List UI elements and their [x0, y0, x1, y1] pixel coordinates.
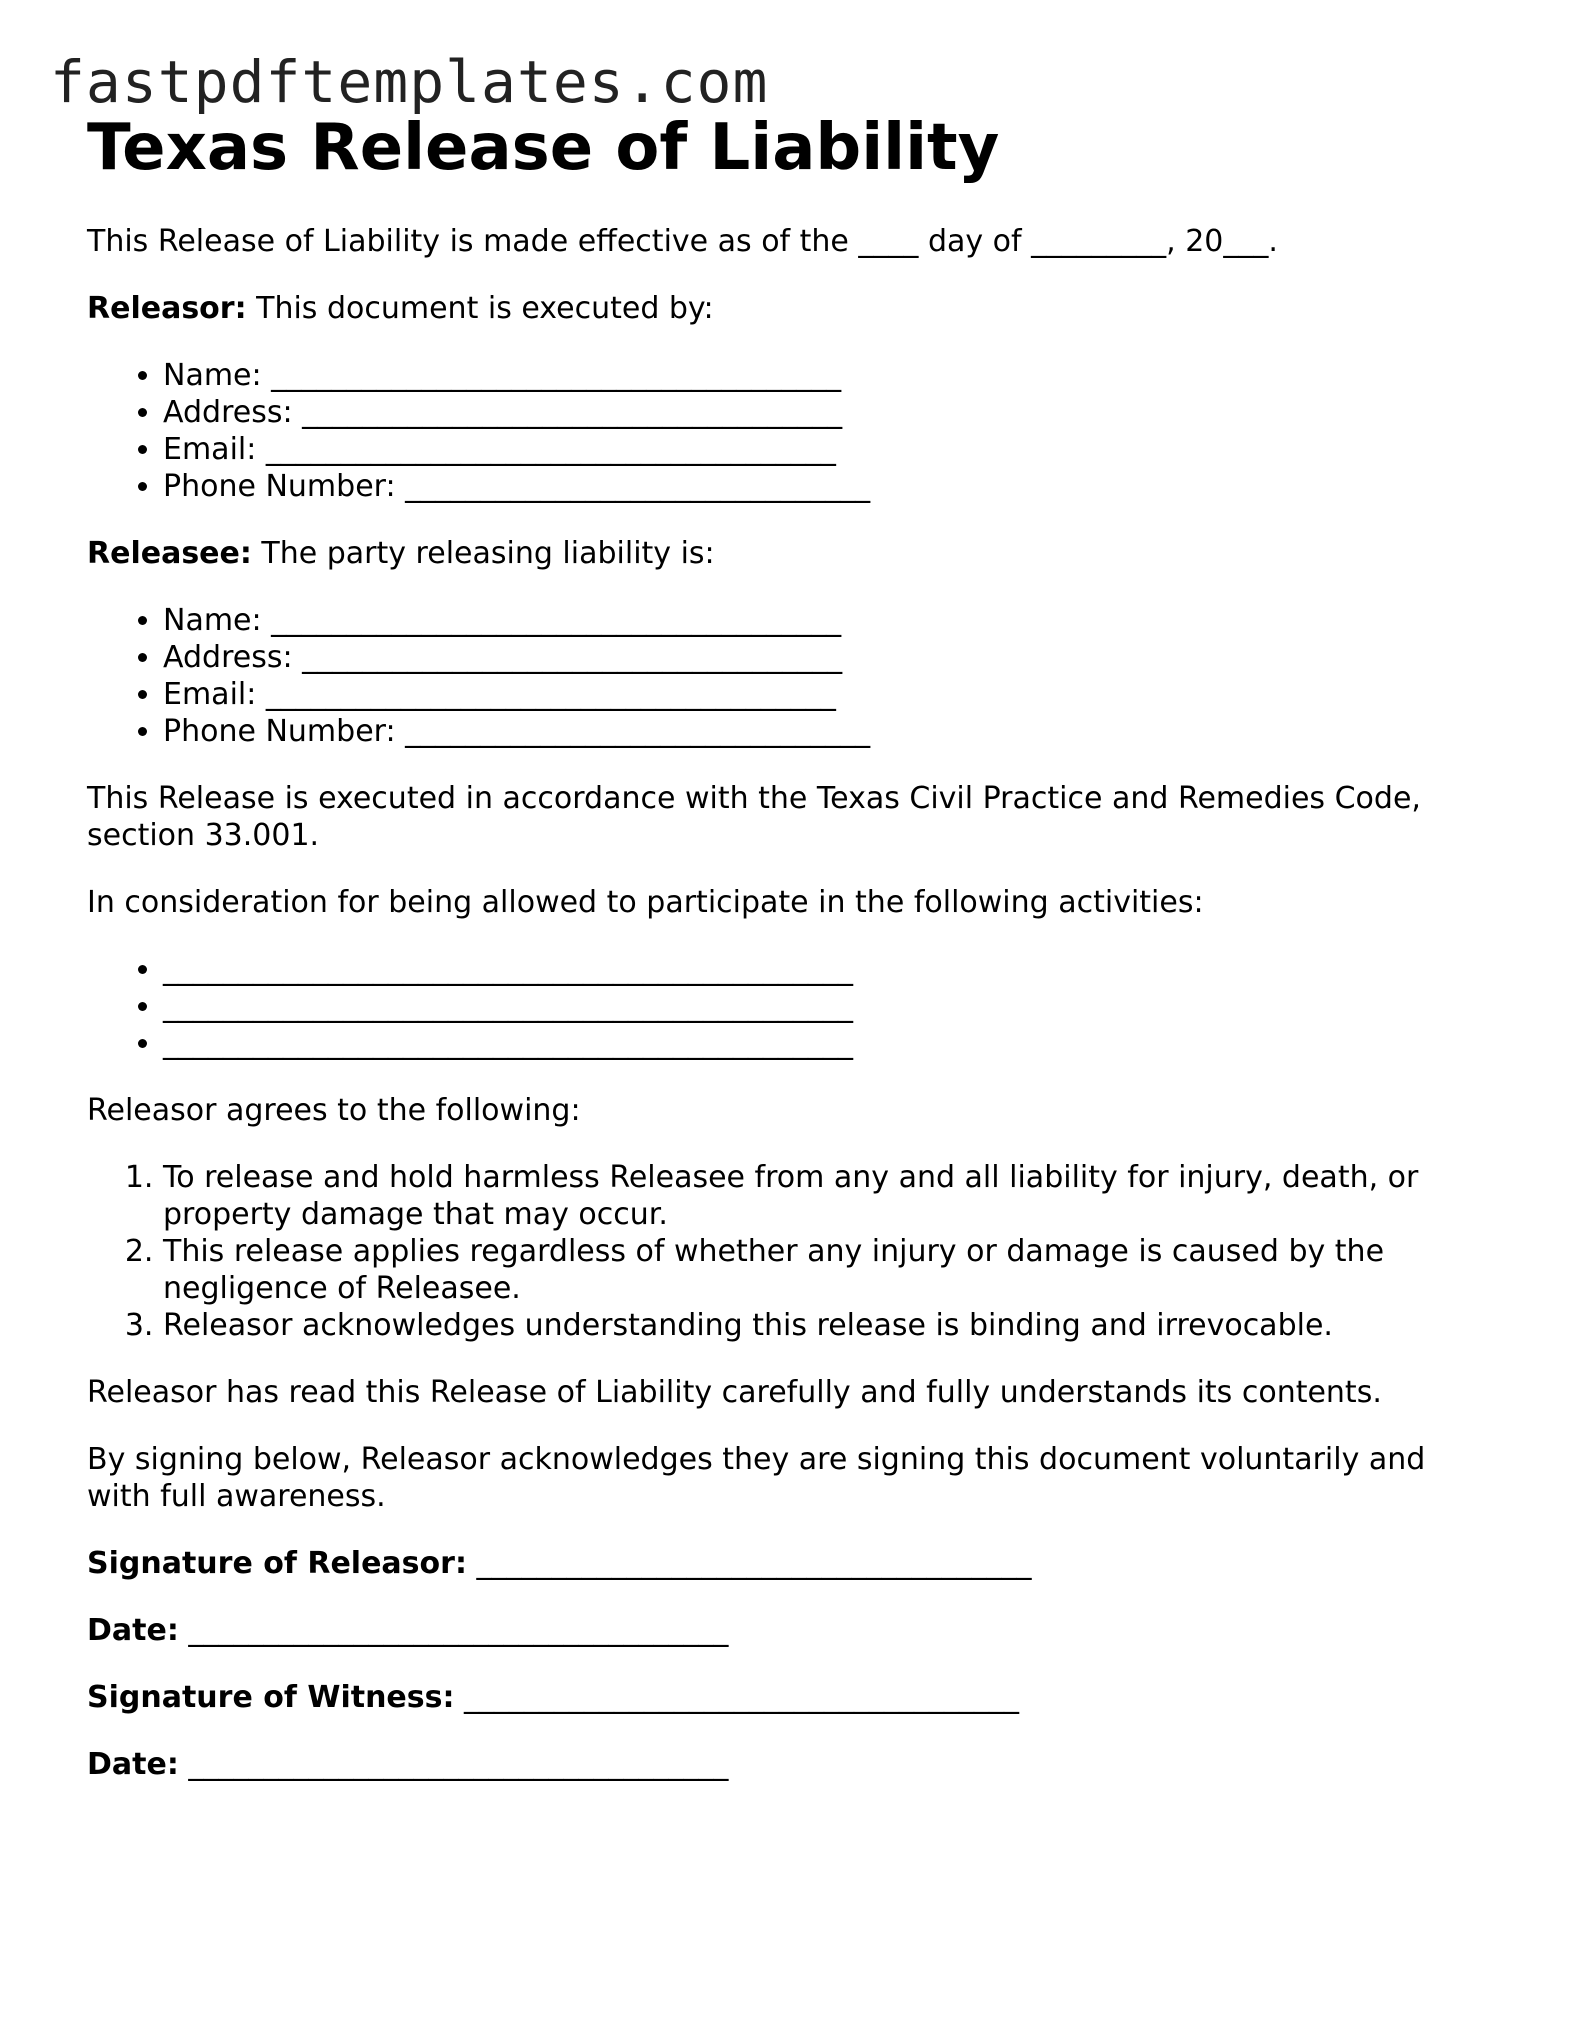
read-paragraph: Releasor has read this Release of Liability carefully and fully understands its contents.	[87, 1375, 1382, 1410]
activity-line: • ______________________________________________	[163, 1025, 1487, 1062]
effective-date-line: This Release of Liability is made effective as of the ____ day of _________, 20___.	[87, 224, 1278, 259]
activity-line: • ______________________________________________	[163, 951, 1487, 988]
releasor-label: Releasor:	[87, 291, 247, 326]
releasee-text: The party releasing liability is:	[251, 536, 715, 571]
releasee-name-field: • Name: ______________________________________	[163, 602, 1487, 639]
releasee-heading	[87, 535, 1487, 572]
watermark: fastpdftemplates.com	[50, 48, 769, 116]
term-item: 1. To release and hold harmless Releasee from any and all liability for injury, death, or property damage that may occur.	[163, 1159, 1487, 1233]
witness-date-line	[87, 1746, 1487, 1783]
releasee-label: Releasee:	[87, 536, 252, 571]
activity-line: • ______________________________________________	[163, 988, 1487, 1025]
witness-date-blank: ____________________________________	[178, 1747, 729, 1782]
term-item: 2. This release applies regardless of whether any injury or damage is caused by the negligence of Releasee.	[163, 1233, 1487, 1307]
code-paragraph: This Release is executed in accordance with the Texas Civil Practice and Remedies Code, section 33.001.	[87, 781, 1421, 853]
releasor-signature-blank: _____________________________________	[466, 1546, 1032, 1581]
releasor-date-blank: ____________________________________	[178, 1613, 729, 1648]
releasee-fields	[87, 602, 1487, 750]
signing-paragraph: By signing below, Releasor acknowledges they are signing this document voluntarily and with full awareness.	[87, 1442, 1426, 1514]
releasor-address-field: • Address: ____________________________________	[163, 394, 1487, 431]
releasor-heading	[87, 290, 1487, 327]
document-body	[87, 108, 1487, 1813]
agrees-paragraph: Releasor agrees to the following:	[87, 1093, 581, 1128]
releasor-name-field: • Name: ______________________________________	[163, 357, 1487, 394]
releasor-signature-label: Signature of Releasor:	[87, 1546, 467, 1581]
releasor-date-line	[87, 1612, 1487, 1649]
witness-signature-blank: _____________________________________	[454, 1680, 1020, 1715]
document-title: Texas Release of Liability	[87, 111, 1000, 185]
releasee-phone-field: • Phone Number: _______________________________	[163, 713, 1487, 750]
releasor-fields	[87, 357, 1487, 505]
witness-date-label: Date:	[87, 1747, 179, 1782]
activities-list	[87, 951, 1487, 1062]
term-item: 3. Releasor acknowledges understanding this release is binding and irrevocable.	[163, 1307, 1487, 1344]
releasor-signature-line	[87, 1545, 1487, 1582]
witness-signature-label: Signature of Witness:	[87, 1680, 455, 1715]
releasor-date-label: Date:	[87, 1613, 179, 1648]
releasee-email-field: • Email: ______________________________________	[163, 676, 1487, 713]
releasor-phone-field: • Phone Number: _______________________________	[163, 468, 1487, 505]
releasee-address-field: • Address: ____________________________________	[163, 639, 1487, 676]
releasor-text: This document is executed by:	[246, 291, 714, 326]
witness-signature-line	[87, 1679, 1487, 1716]
consideration-paragraph: In consideration for being allowed to participate in the following activities:	[87, 885, 1204, 920]
terms-list	[87, 1159, 1487, 1344]
releasor-email-field: • Email: ______________________________________	[163, 431, 1487, 468]
